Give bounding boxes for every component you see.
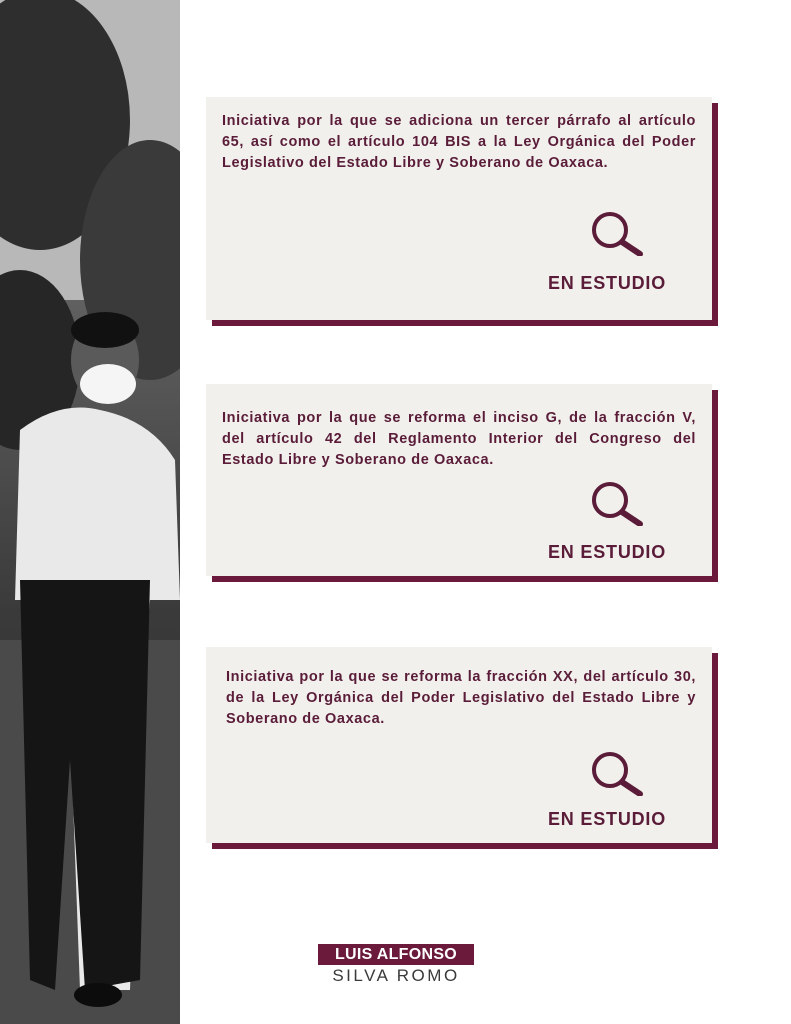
search-icon [590,750,646,796]
card-body [206,384,712,576]
initiative-card-1 [206,97,712,320]
initiative-card-3 [206,647,712,843]
logo-name: LUIS ALFONSO [318,944,474,965]
logo [318,944,474,987]
card-body [206,647,712,843]
status-label: EN ESTUDIO [548,542,667,562]
person-photo [0,0,180,1024]
initiative-text: Iniciativa por la que se reforma la fracción XX, del artículo 30, de la Ley Orgánica del Poder Legislativo del Estado Libre y Soberano de Oaxaca. [226,669,696,727]
initiative-card-2 [206,384,712,576]
initiative-text: Iniciativa por la que se adiciona un tercer párrafo al artículo 65, así como el artículo 104 BIS a la Ley Orgánica del Poder Legislativo del Estado Libre y Soberano de Oaxaca. [222,113,696,171]
initiative-text: Iniciativa por la que se reforma el inciso G, de la fracción V, del artículo 42 del Reglamento Interior del Congreso del Estado Libre y Soberano de Oaxaca. [222,410,696,468]
search-icon [590,210,646,256]
search-icon [590,480,646,526]
status-label: EN ESTUDIO [548,273,667,293]
card-body [206,97,712,320]
status-label: EN ESTUDIO [548,809,667,829]
logo-surname: SILVA ROMO [332,966,460,985]
